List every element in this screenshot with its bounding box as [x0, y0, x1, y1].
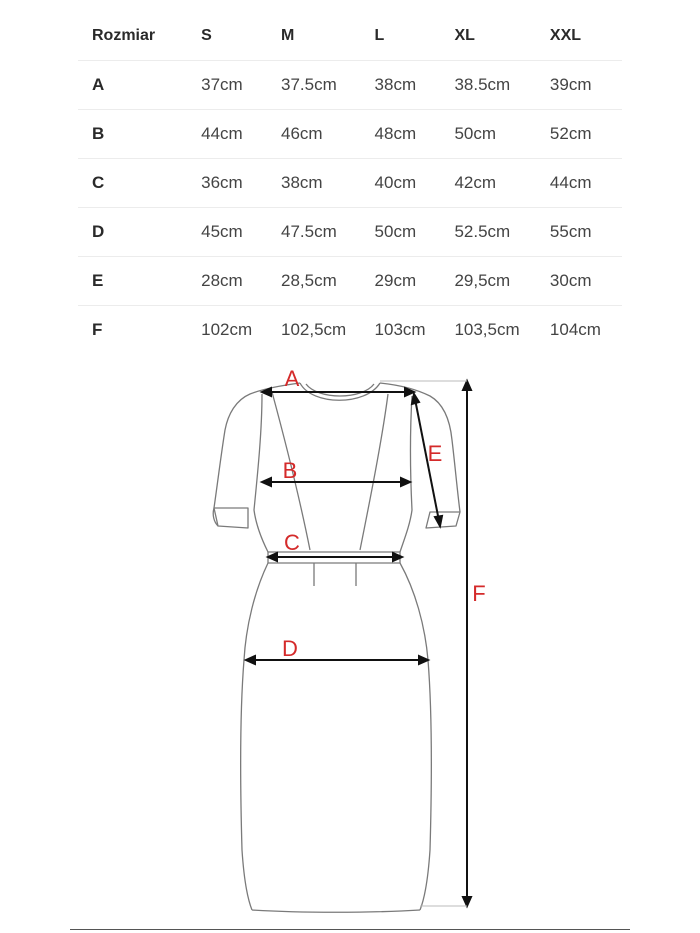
table-cell: 47.5cm [281, 222, 337, 241]
label-c: C [284, 530, 300, 555]
table-cell: 44cm [201, 124, 243, 143]
bottom-divider [70, 929, 630, 930]
table-cell: 40cm [374, 173, 417, 192]
table-cell: 37cm [201, 75, 243, 94]
row-label: F [92, 320, 103, 339]
table-cell: 50cm [374, 222, 417, 241]
header-xl: XL [454, 27, 475, 44]
table-cell: 38cm [374, 75, 417, 94]
row-label: B [92, 124, 105, 143]
header-m: M [281, 27, 295, 44]
table-cell: 103cm [374, 320, 426, 339]
table-cell: 28cm [201, 271, 243, 290]
table-cell: 37.5cm [281, 75, 337, 94]
label-d: D [282, 636, 298, 661]
table-cell: 48cm [374, 124, 417, 143]
table-cell: 30cm [549, 271, 592, 290]
label-f: F [472, 581, 486, 606]
table-cell: 38.5cm [454, 75, 511, 94]
label-e: E [427, 441, 443, 466]
row-label: A [92, 75, 105, 94]
table-cell: 29cm [374, 271, 417, 290]
table-cell: 50cm [454, 124, 497, 143]
table-cell: 104cm [549, 320, 601, 339]
table-cell: 28,5cm [281, 271, 337, 290]
table-cell: 36cm [201, 173, 243, 192]
label-a: A [284, 366, 300, 391]
table-cell: 29,5cm [454, 271, 511, 290]
table-cell: 39cm [549, 75, 592, 94]
table-cell: 52cm [549, 124, 592, 143]
row-label: D [92, 222, 105, 241]
table-cell: 52.5cm [454, 222, 511, 241]
table-cell: 55cm [549, 222, 592, 241]
row-label: E [92, 271, 104, 290]
table-cell: 102,5cm [281, 320, 347, 339]
table-cell: 102cm [201, 320, 253, 339]
header-l: L [374, 27, 385, 44]
table-cell: 46cm [281, 124, 323, 143]
table-cell: 38cm [281, 173, 323, 192]
label-b: B [282, 458, 298, 483]
header-s: S [201, 27, 212, 44]
table-cell: 44cm [549, 173, 592, 192]
header-size: Rozmiar [92, 27, 156, 44]
table-cell: 42cm [454, 173, 497, 192]
table-cell: 103,5cm [454, 320, 520, 339]
table-cell: 45cm [201, 222, 243, 241]
row-label: C [92, 173, 105, 192]
header-xxl: XXL [549, 27, 582, 44]
dress-outline [213, 383, 460, 912]
